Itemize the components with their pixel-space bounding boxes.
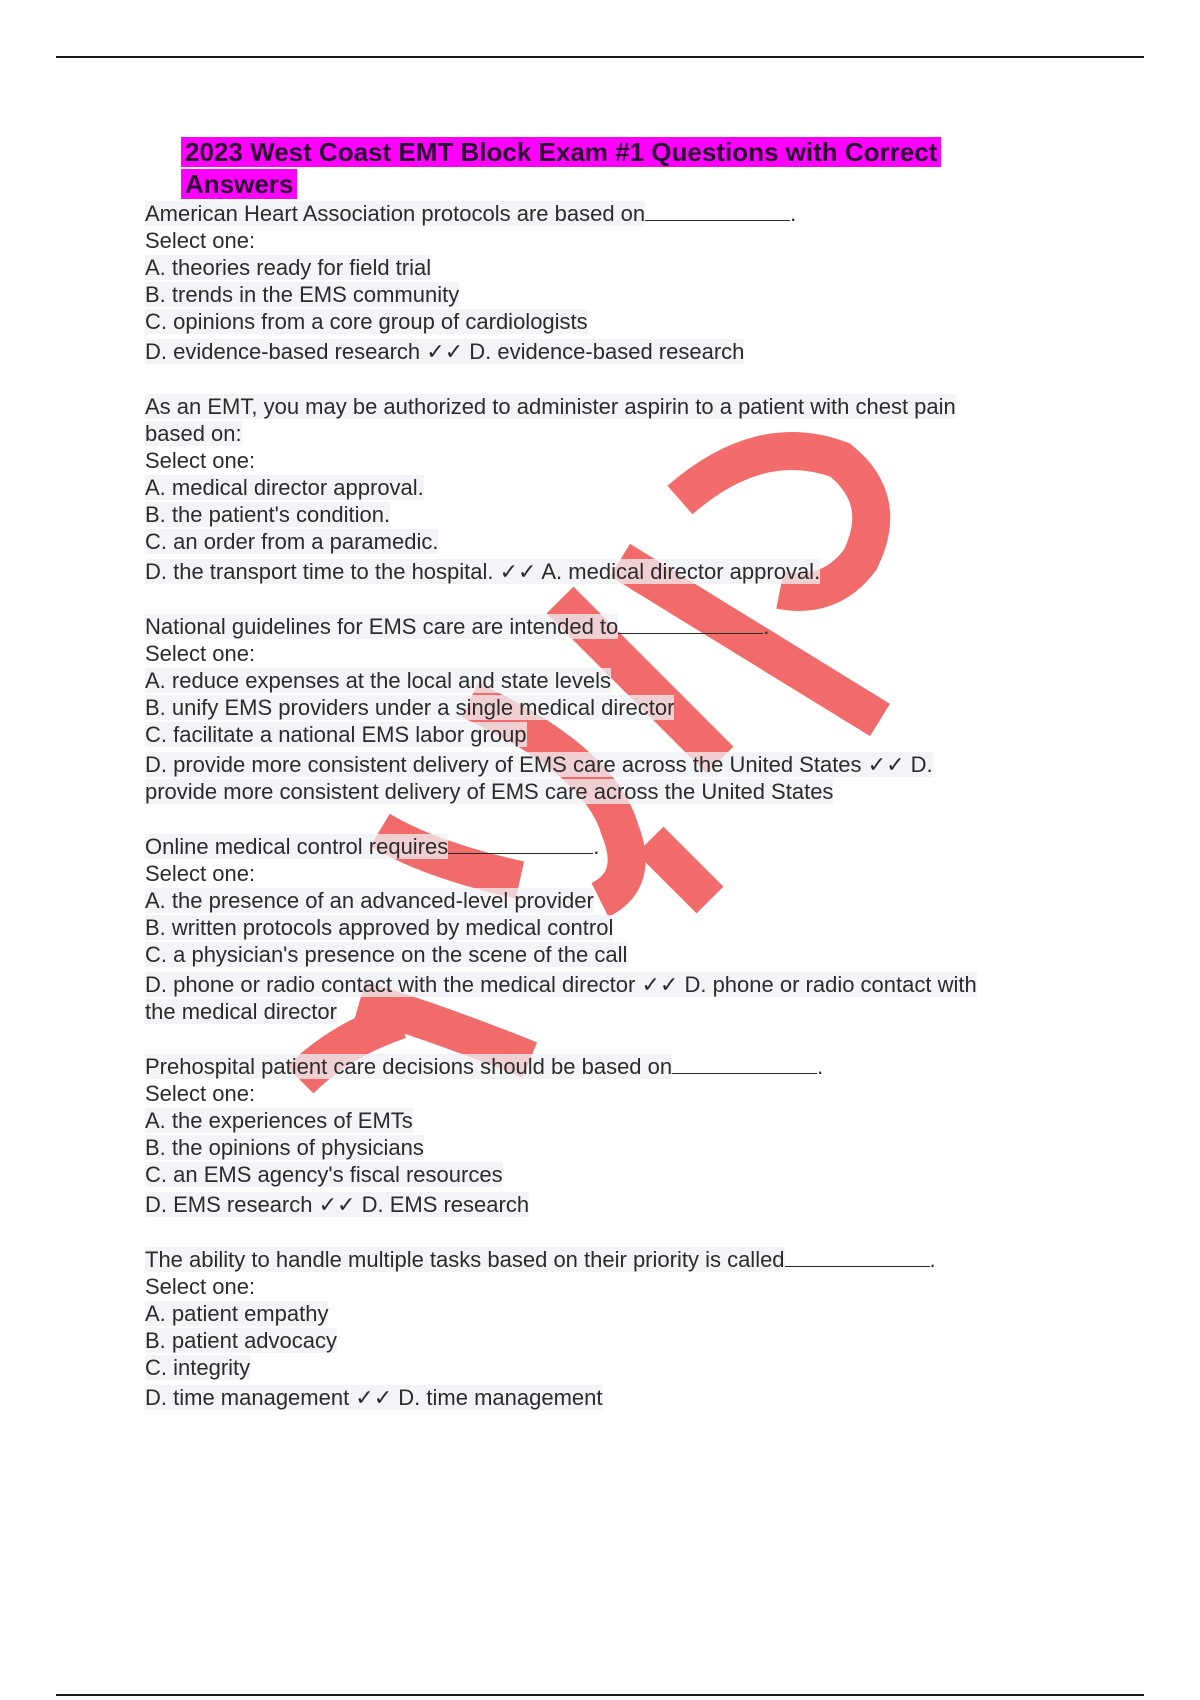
- question-stem-text: National guidelines for EMS care are intended to: [145, 614, 619, 639]
- answer-option-text: A. the presence of an advanced-level provider: [145, 888, 594, 913]
- answer-blank: [448, 835, 593, 854]
- question-stem: [145, 833, 1065, 860]
- answer-option: [145, 474, 1065, 501]
- answer-option-text: C. facilitate a national EMS labor group: [145, 722, 527, 747]
- question-stem: [145, 393, 1065, 420]
- stem-punctuation: .: [790, 201, 797, 226]
- answer-option: [145, 694, 1065, 721]
- question-block: [145, 613, 1065, 805]
- stem-punctuation: .: [763, 614, 770, 639]
- answer-option-text: A. medical director approval.: [145, 475, 424, 500]
- question-stem: [145, 1053, 1065, 1080]
- answer-option: [145, 667, 1065, 694]
- answer-option: [145, 308, 1065, 335]
- answer-option-text: C. an EMS agency's fiscal resources: [145, 1162, 503, 1187]
- correct-answer: [145, 558, 1065, 585]
- correct-answer: [145, 1191, 1065, 1218]
- answer-option-text: B. the patient's condition.: [145, 502, 391, 527]
- answer-option: [145, 721, 1065, 748]
- answer-option: [145, 1161, 1065, 1188]
- footer-rule: [56, 1694, 1144, 1696]
- answer-option-text: B. unify EMS providers under a single medical director: [145, 695, 675, 720]
- answer-option-text: C. an order from a paramedic.: [145, 529, 439, 554]
- answer-option-text: C. integrity: [145, 1355, 251, 1380]
- correct-answer: [145, 338, 1065, 365]
- select-instruction: Select one:: [145, 1081, 256, 1106]
- answer-option: [145, 528, 1065, 555]
- question-stem-continued-text: based on:: [145, 421, 242, 446]
- answer-option-text: B. patient advocacy: [145, 1328, 338, 1353]
- answer-option: [145, 1327, 1065, 1354]
- question-stem: [145, 1246, 1065, 1273]
- select-instruction: Select one:: [145, 1274, 256, 1299]
- correct-answer-continued: [145, 778, 1065, 805]
- document-title: [181, 136, 1065, 200]
- question-list: [145, 200, 1065, 1411]
- answer-option-text: A. theories ready for field trial: [145, 255, 432, 280]
- correct-answer: [145, 1384, 1065, 1411]
- stem-punctuation: .: [929, 1247, 936, 1272]
- select-instruction: Select one:: [145, 861, 256, 886]
- title-line-2: Answers: [181, 169, 297, 199]
- question-stem-text: The ability to handle multiple tasks based on their priority is called: [145, 1247, 785, 1272]
- answer-option-text: B. the opinions of physicians: [145, 1135, 424, 1160]
- stem-punctuation: .: [817, 1054, 824, 1079]
- answer-blank: [618, 615, 763, 634]
- question-stem: [145, 613, 1065, 640]
- answer-option: [145, 1354, 1065, 1381]
- answer-option-text: A. reduce expenses at the local and state levels: [145, 668, 611, 693]
- answer-option-text: C. a physician's presence on the scene of the call: [145, 942, 628, 967]
- answer-blank: [645, 202, 790, 221]
- question-block: [145, 833, 1065, 1025]
- answer-option: [145, 254, 1065, 281]
- correct-answer-text: D. EMS research ✓✓ D. EMS research: [145, 1192, 530, 1217]
- answer-option: [145, 281, 1065, 308]
- correct-answer-text: D. time management ✓✓ D. time management: [145, 1385, 603, 1410]
- question-block: [145, 200, 1065, 365]
- question-stem-text: Prehospital patient care decisions should be based on: [145, 1054, 673, 1079]
- question-stem-text: As an EMT, you may be authorized to administer aspirin to a patient with chest pain: [145, 394, 956, 419]
- question-stem-text: American Heart Association protocols are based on: [145, 201, 646, 226]
- correct-answer-text: D. provide more consistent delivery of EMS care across the United States ✓✓ D.: [145, 752, 933, 777]
- question-block: [145, 1053, 1065, 1218]
- question-block: [145, 1246, 1065, 1411]
- correct-answer-continued: [145, 998, 1065, 1025]
- answer-option-text: B. written protocols approved by medical control: [145, 915, 614, 940]
- answer-option: [145, 1134, 1065, 1161]
- document-body: [145, 136, 1065, 1439]
- question-block: [145, 393, 1065, 585]
- correct-answer: [145, 971, 1065, 998]
- answer-option: [145, 501, 1065, 528]
- select-instruction: Select one:: [145, 448, 256, 473]
- question-stem-continued: [145, 420, 1065, 447]
- answer-option-text: A. patient empathy: [145, 1301, 329, 1326]
- answer-option-text: C. opinions from a core group of cardiologists: [145, 309, 588, 334]
- correct-answer: [145, 751, 1065, 778]
- answer-option: [145, 914, 1065, 941]
- answer-option: [145, 887, 1065, 914]
- correct-answer-continued-text: provide more consistent delivery of EMS care across the United States: [145, 779, 834, 804]
- correct-answer-text: D. phone or radio contact with the medical director ✓✓ D. phone or radio contact with: [145, 972, 977, 997]
- title-line-1: 2023 West Coast EMT Block Exam #1 Questions with Correct: [181, 137, 941, 167]
- answer-option-text: B. trends in the EMS community: [145, 282, 460, 307]
- answer-option-text: A. the experiences of EMTs: [145, 1108, 413, 1133]
- answer-option: [145, 941, 1065, 968]
- select-instruction: Select one:: [145, 228, 256, 253]
- answer-blank: [672, 1055, 817, 1074]
- question-stem: [145, 200, 1065, 227]
- header-rule: [56, 56, 1144, 58]
- correct-answer-text: D. evidence-based research ✓✓ D. evidence-based research: [145, 339, 745, 364]
- select-instruction: Select one:: [145, 641, 256, 666]
- answer-option: [145, 1107, 1065, 1134]
- correct-answer-text: D. the transport time to the hospital. ✓✓ A. medical director approval.: [145, 559, 821, 584]
- question-stem-text: Online medical control requires: [145, 834, 449, 859]
- correct-answer-continued-text: the medical director: [145, 999, 337, 1024]
- stem-punctuation: .: [593, 834, 600, 859]
- answer-option: [145, 1300, 1065, 1327]
- answer-blank: [785, 1248, 930, 1267]
